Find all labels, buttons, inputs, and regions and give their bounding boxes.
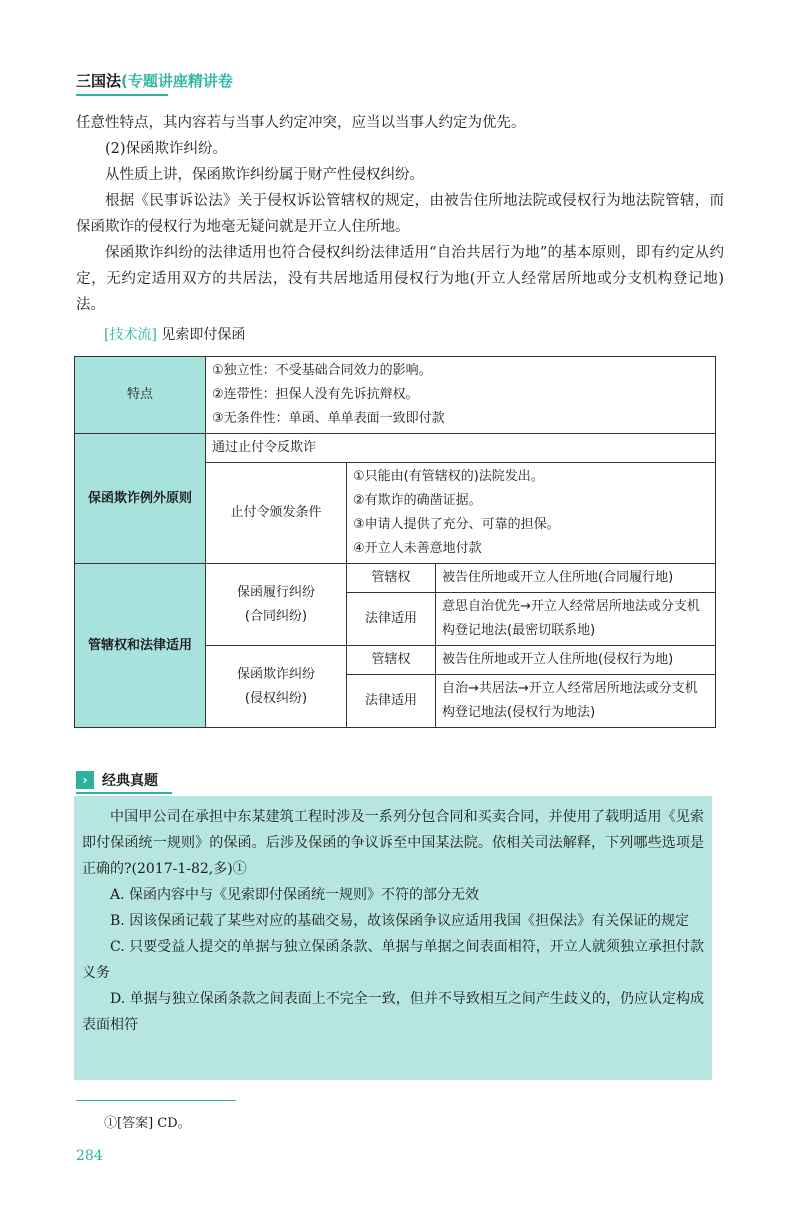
- table-row-fraud-exception: [75, 434, 716, 463]
- perf-law-value: 意思自治优先→开立人经常居所地法或分支机构登记地法(最密切联系地): [436, 593, 716, 646]
- exam-question: 中国甲公司在承担中东某建筑工程时涉及一系列分包合同和买卖合同，并使用了载明适用《见索即付保函统一规则》的保函。后涉及保函的争议诉至中国某法院。依相关司法解释，下列哪些选项是正确的?(2017-1-82,多)①: [82, 809, 704, 877]
- features-cell: [206, 357, 716, 434]
- tech-label: [76, 322, 724, 348]
- chevron-right-icon: ›: [76, 771, 94, 789]
- page-number: 284: [76, 1148, 103, 1164]
- condition-item: ②有欺诈的确凿证据。: [353, 493, 482, 508]
- jurisdiction-label: 管辖权: [347, 564, 436, 593]
- jurisdiction-label: 管辖权: [347, 646, 436, 675]
- law-label: 法律适用: [347, 593, 436, 646]
- performance-label: 保函履行纠纷: [236, 584, 315, 600]
- section-title: [76, 770, 158, 790]
- stop-payment-cell: 通过止付令反欺诈: [206, 434, 716, 463]
- paragraph-4: 根据《民事诉讼法》关于侵权诉讼管辖权的规定，由被告住所地法院或侵权行为地法院管辖，而保函欺诈的侵权行为地毫无疑问就是开立人住所地。: [76, 193, 724, 235]
- section-underline: [76, 792, 172, 794]
- fraud-sublabel: (侵权纠纷): [244, 690, 308, 706]
- header-sub: 专题讲座精讲卷: [127, 72, 233, 90]
- perf-jurisdiction-value: 被告住所地或开立人住所地(合同履行地): [436, 564, 716, 593]
- performance-dispute-cell: [206, 564, 347, 646]
- paragraph-2: (2)保函欺诈纠纷。: [105, 141, 228, 157]
- law-label: 法律适用: [347, 675, 436, 728]
- body-text: [76, 110, 724, 348]
- condition-item: ④开立人未善意地付款: [353, 541, 482, 556]
- tech-label-tag: [技术流]: [104, 327, 157, 343]
- fraud-label: 保函欺诈纠纷: [236, 666, 315, 682]
- summary-table: [74, 356, 716, 728]
- paragraph-3: 从性质上讲，保函欺诈纠纷属于财产性侵权纠纷。: [105, 167, 424, 183]
- table-row-perf-juris: [75, 564, 716, 593]
- condition-item: ③申请人提供了充分、可靠的担保。: [353, 517, 560, 532]
- running-header: 三国法(专题讲座精讲卷: [76, 72, 233, 90]
- feature-item: ③无条件性：单函、单单表面一致即付款: [212, 411, 445, 426]
- feature-item: ②连带性：担保人没有先诉抗辩权。: [212, 387, 419, 402]
- header-underline: [76, 94, 168, 96]
- footnote: ①[答案] CD。: [104, 1116, 191, 1131]
- performance-sublabel: (合同纠纷): [244, 608, 308, 624]
- fraud-dispute-cell: [206, 646, 347, 728]
- fraud-jurisdiction-value: 被告住所地或开立人住所地(侵权行为地): [436, 646, 716, 675]
- features-header: 特点: [75, 357, 206, 434]
- exam-question-box: [74, 796, 712, 1080]
- exam-option: A. 保函内容中与《见索即付保函统一规则》不符的部分无效: [110, 887, 480, 903]
- exam-option: B. 因该保函记载了某些对应的基础交易，故该保函争议应适用我国《担保法》有关保证的规定: [110, 913, 690, 929]
- paragraph-5: 保函欺诈纠纷的法律适用也符合侵权纠纷法律适用“自治共居行为地”的基本原则，即有约定从约定，无约定适用双方的共居法，没有共居地适用侵权行为地(开立人经常居所地或分支机构登记地)法。: [76, 245, 724, 313]
- condition-item: ①只能由(有管辖权的)法院发出。: [353, 469, 544, 484]
- stop-conditions-cell: [347, 463, 716, 564]
- section-title-text: 经典真题: [102, 773, 158, 789]
- feature-item: ①独立性：不受基础合同效力的影响。: [212, 363, 432, 378]
- exam-option: D. 单据与独立保函条款之间表面上不完全一致，但并不导致相互之间产生歧义的，仍应认定构成表面相符: [82, 991, 704, 1033]
- fraud-exception-header: 保函欺诈例外原则: [75, 434, 206, 564]
- table-row-features: [75, 357, 716, 434]
- fraud-law-value: 自治→共居法→开立人经常居所地法或分支机构登记地法(侵权行为地法): [436, 675, 716, 728]
- juris-law-header: 管辖权和法律适用: [75, 564, 206, 728]
- tech-label-text: 见索即付保函: [161, 327, 246, 343]
- paragraph-1: 任意性特点，其内容若与当事人约定冲突，应当以当事人约定为优先。: [76, 115, 526, 131]
- footnote-divider: [76, 1100, 236, 1101]
- exam-option: C. 只要受益人提交的单据与独立保函条款、单据与单据之间表面相符，开立人就须独立承担付款义务: [82, 939, 704, 981]
- header-main: 三国法: [76, 72, 122, 90]
- stop-conditions-header: 止付令颁发条件: [206, 463, 347, 564]
